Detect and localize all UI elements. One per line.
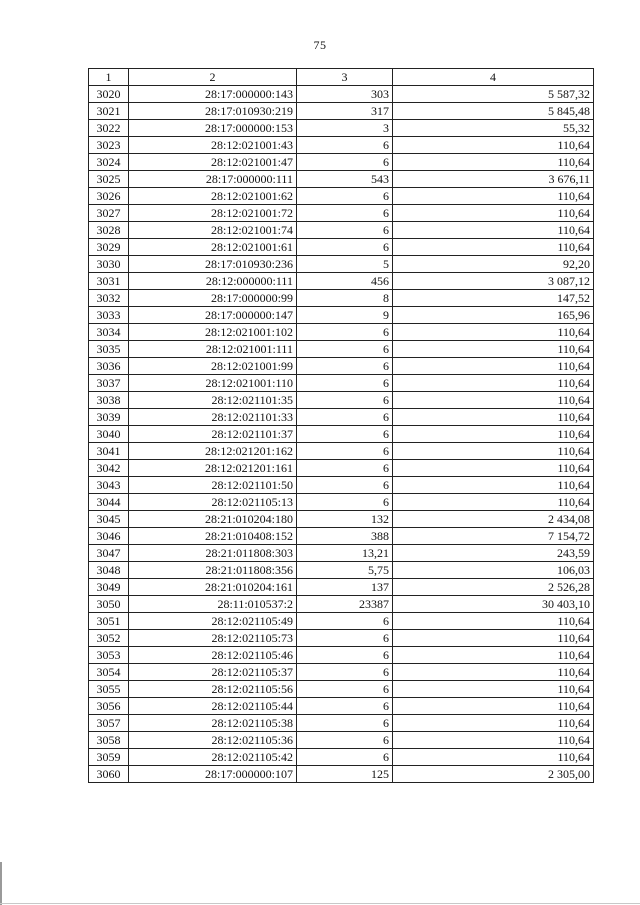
table-row [89, 188, 594, 205]
row-number: 3035 [89, 341, 129, 358]
area-value: 6 [297, 239, 393, 256]
amount-value: 110,64 [393, 392, 594, 409]
amount-value: 106,03 [393, 562, 594, 579]
area-value: 317 [297, 103, 393, 120]
row-number: 3022 [89, 120, 129, 137]
cadastral-number: 28:12:021105:37 [129, 664, 297, 681]
row-number: 3034 [89, 324, 129, 341]
amount-value: 165,96 [393, 307, 594, 324]
area-value: 8 [297, 290, 393, 307]
amount-value: 110,64 [393, 426, 594, 443]
row-number: 3025 [89, 171, 129, 188]
row-number: 3056 [89, 698, 129, 715]
area-value: 6 [297, 664, 393, 681]
cadastral-number: 28:12:021001:110 [129, 375, 297, 392]
cadastral-number: 28:12:021105:42 [129, 749, 297, 766]
column-header-3: 3 [297, 69, 393, 86]
cadastral-number: 28:12:021101:37 [129, 426, 297, 443]
row-number: 3053 [89, 647, 129, 664]
area-value: 6 [297, 477, 393, 494]
cadastral-number: 28:21:010204:161 [129, 579, 297, 596]
table-row [89, 256, 594, 273]
amount-value: 3 087,12 [393, 273, 594, 290]
table-row [89, 460, 594, 477]
table-row [89, 749, 594, 766]
cadastral-number: 28:17:000000:153 [129, 120, 297, 137]
row-number: 3036 [89, 358, 129, 375]
area-value: 6 [297, 341, 393, 358]
cadastral-number: 28:12:021001:62 [129, 188, 297, 205]
row-number: 3046 [89, 528, 129, 545]
area-value: 6 [297, 358, 393, 375]
area-value: 125 [297, 766, 393, 783]
amount-value: 7 154,72 [393, 528, 594, 545]
cadastral-number: 28:12:021101:33 [129, 409, 297, 426]
amount-value: 110,64 [393, 137, 594, 154]
cadastral-number: 28:17:000000:143 [129, 86, 297, 103]
row-number: 3030 [89, 256, 129, 273]
row-number: 3021 [89, 103, 129, 120]
amount-value: 2 434,08 [393, 511, 594, 528]
amount-value: 110,64 [393, 205, 594, 222]
cadastral-number: 28:12:021105:36 [129, 732, 297, 749]
area-value: 13,21 [297, 545, 393, 562]
cadastral-number: 28:17:010930:219 [129, 103, 297, 120]
area-value: 9 [297, 307, 393, 324]
cadastral-number: 28:21:010408:152 [129, 528, 297, 545]
amount-value: 110,64 [393, 409, 594, 426]
cadastral-number: 28:12:021001:72 [129, 205, 297, 222]
row-number: 3052 [89, 630, 129, 647]
cadastral-number: 28:12:000000:111 [129, 273, 297, 290]
table-row [89, 579, 594, 596]
table-row [89, 307, 594, 324]
row-number: 3048 [89, 562, 129, 579]
row-number: 3045 [89, 511, 129, 528]
row-number: 3027 [89, 205, 129, 222]
cadastral-number: 28:12:021105:44 [129, 698, 297, 715]
table-row [89, 120, 594, 137]
table-row [89, 358, 594, 375]
table-row [89, 630, 594, 647]
amount-value: 110,64 [393, 732, 594, 749]
row-number: 3043 [89, 477, 129, 494]
cadastral-number: 28:12:021105:56 [129, 681, 297, 698]
table-row [89, 290, 594, 307]
row-number: 3041 [89, 443, 129, 460]
parcel-table [88, 68, 594, 783]
amount-value: 147,52 [393, 290, 594, 307]
cadastral-number: 28:17:010930:236 [129, 256, 297, 273]
table-row [89, 664, 594, 681]
table-header-row [89, 69, 594, 86]
row-number: 3029 [89, 239, 129, 256]
table-row [89, 477, 594, 494]
amount-value: 110,64 [393, 715, 594, 732]
table-row [89, 154, 594, 171]
amount-value: 110,64 [393, 613, 594, 630]
table-row [89, 103, 594, 120]
table-row [89, 766, 594, 783]
cadastral-number: 28:12:021001:111 [129, 341, 297, 358]
row-number: 3024 [89, 154, 129, 171]
amount-value: 55,32 [393, 120, 594, 137]
cadastral-number: 28:12:021001:74 [129, 222, 297, 239]
amount-value: 110,64 [393, 698, 594, 715]
cadastral-number: 28:12:021201:162 [129, 443, 297, 460]
row-number: 3040 [89, 426, 129, 443]
row-number: 3060 [89, 766, 129, 783]
area-value: 6 [297, 137, 393, 154]
area-value: 23387 [297, 596, 393, 613]
row-number: 3039 [89, 409, 129, 426]
row-number: 3050 [89, 596, 129, 613]
row-number: 3042 [89, 460, 129, 477]
amount-value: 110,64 [393, 460, 594, 477]
cadastral-number: 28:21:011808:356 [129, 562, 297, 579]
scan-bottom-line [0, 903, 640, 904]
amount-value: 110,64 [393, 341, 594, 358]
row-number: 3054 [89, 664, 129, 681]
amount-value: 110,64 [393, 477, 594, 494]
area-value: 6 [297, 426, 393, 443]
row-number: 3032 [89, 290, 129, 307]
amount-value: 110,64 [393, 222, 594, 239]
table-body [89, 86, 594, 783]
cadastral-number: 28:17:000000:147 [129, 307, 297, 324]
table-row [89, 732, 594, 749]
area-value: 6 [297, 205, 393, 222]
area-value: 5,75 [297, 562, 393, 579]
table-row [89, 86, 594, 103]
table-row [89, 596, 594, 613]
table-row [89, 324, 594, 341]
cadastral-number: 28:12:021001:61 [129, 239, 297, 256]
row-number: 3020 [89, 86, 129, 103]
table-row [89, 681, 594, 698]
amount-value: 110,64 [393, 664, 594, 681]
area-value: 6 [297, 732, 393, 749]
table-row [89, 562, 594, 579]
area-value: 6 [297, 222, 393, 239]
area-value: 6 [297, 409, 393, 426]
cadastral-number: 28:17:000000:107 [129, 766, 297, 783]
row-number: 3055 [89, 681, 129, 698]
cadastral-number: 28:17:000000:111 [129, 171, 297, 188]
amount-value: 110,64 [393, 239, 594, 256]
table-row [89, 698, 594, 715]
amount-value: 110,64 [393, 188, 594, 205]
amount-value: 3 676,11 [393, 171, 594, 188]
table-row [89, 494, 594, 511]
area-value: 388 [297, 528, 393, 545]
amount-value: 2 526,28 [393, 579, 594, 596]
table-row [89, 647, 594, 664]
area-value: 6 [297, 715, 393, 732]
amount-value: 5 845,48 [393, 103, 594, 120]
table-row [89, 222, 594, 239]
area-value: 6 [297, 443, 393, 460]
area-value: 137 [297, 579, 393, 596]
area-value: 6 [297, 494, 393, 511]
area-value: 5 [297, 256, 393, 273]
amount-value: 110,64 [393, 375, 594, 392]
area-value: 6 [297, 375, 393, 392]
cadastral-number: 28:12:021105:46 [129, 647, 297, 664]
table-row [89, 205, 594, 222]
row-number: 3044 [89, 494, 129, 511]
row-number: 3047 [89, 545, 129, 562]
area-value: 6 [297, 460, 393, 477]
column-header-2: 2 [129, 69, 297, 86]
cadastral-number: 28:17:000000:99 [129, 290, 297, 307]
row-number: 3057 [89, 715, 129, 732]
area-value: 6 [297, 630, 393, 647]
cadastral-number: 28:12:021105:13 [129, 494, 297, 511]
area-value: 303 [297, 86, 393, 103]
cadastral-number: 28:21:011808:303 [129, 545, 297, 562]
cadastral-number: 28:12:021101:50 [129, 477, 297, 494]
cadastral-number: 28:12:021001:102 [129, 324, 297, 341]
row-number: 3033 [89, 307, 129, 324]
row-number: 3049 [89, 579, 129, 596]
cadastral-number: 28:12:021001:43 [129, 137, 297, 154]
area-value: 132 [297, 511, 393, 528]
area-value: 6 [297, 188, 393, 205]
table-row [89, 443, 594, 460]
area-value: 6 [297, 613, 393, 630]
area-value: 6 [297, 324, 393, 341]
cadastral-number: 28:12:021001:47 [129, 154, 297, 171]
table-row [89, 545, 594, 562]
amount-value: 110,64 [393, 324, 594, 341]
cadastral-number: 28:11:010537:2 [129, 596, 297, 613]
area-value: 6 [297, 154, 393, 171]
area-value: 6 [297, 749, 393, 766]
column-header-1: 1 [89, 69, 129, 86]
table-row [89, 511, 594, 528]
amount-value: 110,64 [393, 749, 594, 766]
area-value: 3 [297, 120, 393, 137]
row-number: 3037 [89, 375, 129, 392]
area-value: 6 [297, 647, 393, 664]
row-number: 3026 [89, 188, 129, 205]
area-value: 6 [297, 392, 393, 409]
amount-value: 5 587,32 [393, 86, 594, 103]
amount-value: 92,20 [393, 256, 594, 273]
table-row [89, 273, 594, 290]
area-value: 6 [297, 698, 393, 715]
column-header-4: 4 [393, 69, 594, 86]
amount-value: 110,64 [393, 443, 594, 460]
amount-value: 110,64 [393, 681, 594, 698]
row-number: 3051 [89, 613, 129, 630]
cadastral-number: 28:12:021105:73 [129, 630, 297, 647]
area-value: 456 [297, 273, 393, 290]
table-row [89, 239, 594, 256]
row-number: 3058 [89, 732, 129, 749]
table-row [89, 528, 594, 545]
amount-value: 2 305,00 [393, 766, 594, 783]
amount-value: 110,64 [393, 154, 594, 171]
scan-edge-line [0, 862, 2, 905]
cadastral-number: 28:12:021105:38 [129, 715, 297, 732]
amount-value: 110,64 [393, 358, 594, 375]
row-number: 3028 [89, 222, 129, 239]
table-row [89, 341, 594, 358]
table-row [89, 171, 594, 188]
row-number: 3038 [89, 392, 129, 409]
table-row [89, 613, 594, 630]
area-value: 543 [297, 171, 393, 188]
area-value: 6 [297, 681, 393, 698]
table-row [89, 426, 594, 443]
amount-value: 110,64 [393, 494, 594, 511]
cadastral-number: 28:12:021201:161 [129, 460, 297, 477]
cadastral-number: 28:21:010204:180 [129, 511, 297, 528]
cadastral-number: 28:12:021101:35 [129, 392, 297, 409]
table-row [89, 392, 594, 409]
amount-value: 110,64 [393, 630, 594, 647]
page-number: 75 [313, 38, 327, 52]
table-row [89, 137, 594, 154]
table-row [89, 715, 594, 732]
row-number: 3059 [89, 749, 129, 766]
row-number: 3023 [89, 137, 129, 154]
amount-value: 110,64 [393, 647, 594, 664]
row-number: 3031 [89, 273, 129, 290]
table-row [89, 409, 594, 426]
cadastral-number: 28:12:021105:49 [129, 613, 297, 630]
amount-value: 30 403,10 [393, 596, 594, 613]
cadastral-number: 28:12:021001:99 [129, 358, 297, 375]
amount-value: 243,59 [393, 545, 594, 562]
table-row [89, 375, 594, 392]
